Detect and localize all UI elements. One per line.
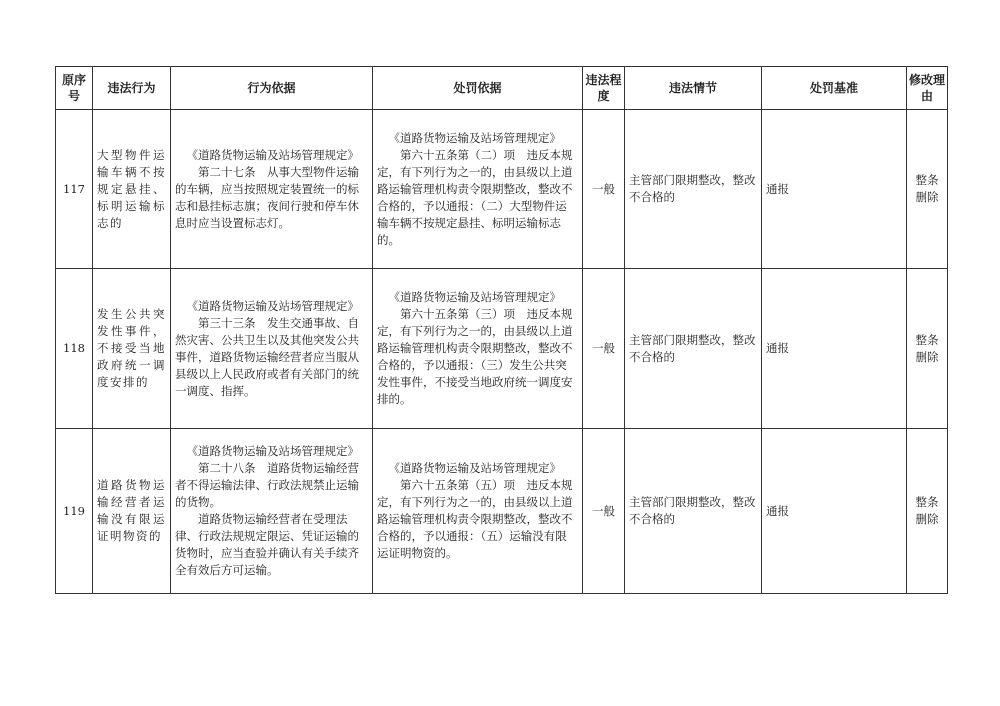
header-basis: 行为依据 [171, 67, 373, 110]
row-behavior: 大型物件运输车辆不按规定悬挂、标明运输标志的 [93, 110, 171, 269]
row-seq: 118 [56, 269, 93, 429]
table-row [56, 269, 948, 429]
basis-title: 《道路货物运输及站场管理规定》 [186, 444, 359, 458]
basis-article: 道路货物运输经营者在受理法律、行政法规规定限运、凭证运输的货物时，应当查验并确认有关手续齐全有效后方可运输。 [175, 512, 359, 577]
penalty-title: 《道路货物运输及站场管理规定》 [388, 130, 561, 145]
penalty-article: 第六十五条第（三）项 违反本规定，有下列行为之一的，由县级以上道路运输管理机构责令限期整改，整改不合格的，予以通报：（三）发生公共突发性事件，不接受当地政府统一调度安排的。 [377, 307, 573, 406]
table-row [56, 110, 948, 269]
row-penalty-basis [373, 110, 583, 269]
penalty-title: 《道路货物运输及站场管理规定》 [388, 461, 561, 475]
row-penalty-basis [373, 269, 583, 429]
basis-article: 第二十七条 从事大型物件运输的车辆，应当按照规定装置统一的标志和悬挂标志旗；夜间行驶和停车休息时应当设置标志灯。 [175, 164, 359, 230]
regulation-table [55, 66, 948, 594]
basis-title: 《道路货物运输及站场管理规定》 [186, 147, 359, 162]
row-seq: 119 [56, 429, 93, 594]
row-penalty-basis [373, 429, 583, 594]
row-behavior: 道路货物运输经营者运输没有限运证明物资的 [93, 429, 171, 594]
penalty-article: 第六十五条第（二）项 违反本规定，有下列行为之一的，由县级以上道路运输管理机构责令限期整改，整改不合格的，予以通报：（二）大型物件运输车辆不按规定悬挂、标明运输标志的。 [377, 147, 573, 247]
row-standard: 通报 [762, 429, 907, 594]
row-reason: 整条删除 [907, 269, 948, 429]
row-level: 一般 [583, 429, 625, 594]
row-reason: 整条删除 [907, 429, 948, 594]
header-reason: 修改理由 [907, 67, 948, 110]
row-seq: 117 [56, 110, 93, 269]
basis-article: 第二十八条 道路货物运输经营者不得运输法律、行政法规禁止运输的货物。 [175, 461, 359, 509]
penalty-article: 第六十五条第（五）项 违反本规定，有下列行为之一的，由县级以上道路运输管理机构责令限期整改，整改不合格的，予以通报：（五）运输没有限运证明物资的。 [377, 478, 573, 560]
row-standard: 通报 [762, 110, 907, 269]
row-basis [171, 269, 373, 429]
row-reason: 整条删除 [907, 110, 948, 269]
header-penalty-basis: 处罚依据 [373, 67, 583, 110]
row-circumstance: 主管部门限期整改，整改不合格的 [625, 110, 762, 269]
header-behavior: 违法行为 [93, 67, 171, 110]
row-level: 一般 [583, 269, 625, 429]
header-level: 违法程度 [583, 67, 625, 110]
row-behavior: 发生公共突发性事件，不接受当地政府统一调度安排的 [93, 269, 171, 429]
penalty-title: 《道路货物运输及站场管理规定》 [388, 290, 561, 304]
row-standard: 通报 [762, 269, 907, 429]
header-row [56, 67, 948, 110]
header-seq: 原序号 [56, 67, 93, 110]
header-standard: 处罚基准 [762, 67, 907, 110]
table-row [56, 429, 948, 594]
row-circumstance: 主管部门限期整改，整改不合格的 [625, 429, 762, 594]
row-circumstance: 主管部门限期整改，整改不合格的 [625, 269, 762, 429]
header-circumstance: 违法情节 [625, 67, 762, 110]
row-basis [171, 110, 373, 269]
basis-article: 第三十三条 发生交通事故、自然灾害、公共卫生以及其他突发公共事件，道路货物运输经营者应当服从县级以上人民政府或者有关部门的统一调度、指挥。 [175, 315, 359, 398]
row-level: 一般 [583, 110, 625, 269]
row-basis [171, 429, 373, 594]
basis-title: 《道路货物运输及站场管理规定》 [186, 298, 359, 313]
